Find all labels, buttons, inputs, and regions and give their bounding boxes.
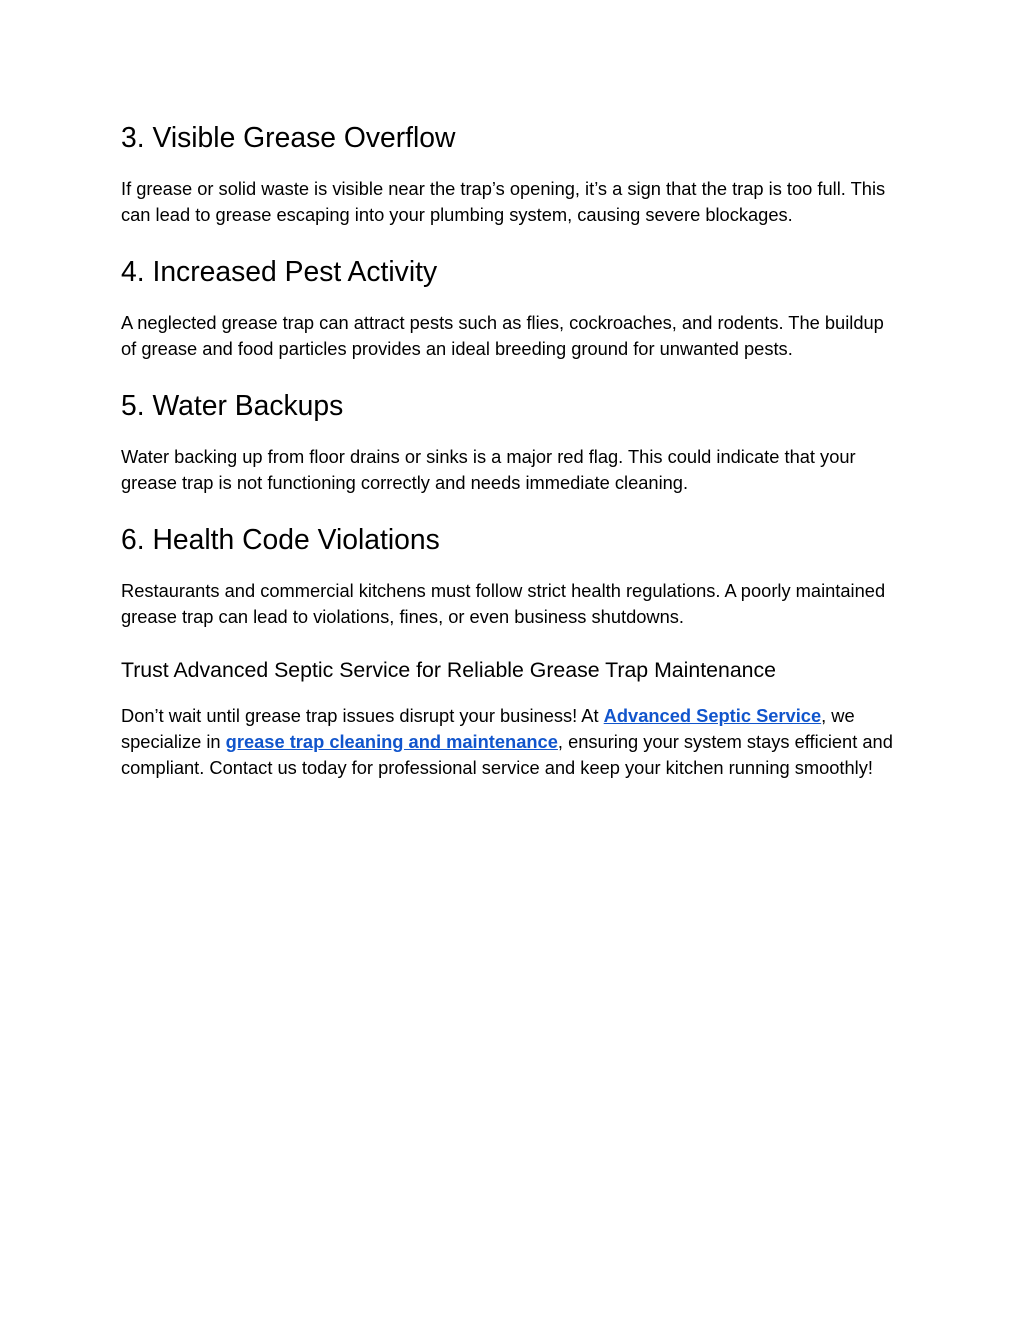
section-heading-visible-grease-overflow: 3. Visible Grease Overflow	[121, 121, 456, 153]
link-advanced-septic-service[interactable]: Advanced Septic Service	[603, 705, 822, 726]
cta-heading: Trust Advanced Septic Service for Reliable Grease Trap Maintenance	[121, 658, 777, 682]
section-paragraph-water-backups: Water backing up from floor drains or sinks is a major red flag. This could indicate that your grease trap is not functioning correctly and needs immediate cleaning.	[121, 446, 856, 493]
link-grease-trap-cleaning-and-maintenance[interactable]: grease trap cleaning and maintenance	[225, 731, 558, 752]
section-paragraph-increased-pest-activity: A neglected grease trap can attract pests such as flies, cockroaches, and rodents. The buildup of grease and food particles provides an ideal breeding ground for unwanted pests.	[121, 312, 884, 359]
section-paragraph-visible-grease-overflow: If grease or solid waste is visible near the trap’s opening, it’s a sign that the trap is too full. This can lead to grease escaping into your plumbing system, causing severe blockages.	[121, 178, 886, 225]
document-content	[121, 0, 901, 781]
section-heading-water-backups: 5. Water Backups	[121, 389, 344, 421]
cta-text-segment: Don’t wait until grease trap issues disrupt your business! At	[121, 705, 604, 726]
cta-paragraph	[121, 703, 901, 781]
cta-text-segment: , ensuring your system stays efficient and compliant. Contact us today for professional service and keep your kitchen running smoothly!	[121, 731, 893, 778]
section-heading-health-code-violations: 6. Health Code Violations	[121, 523, 440, 555]
section-paragraph-health-code-violations: Restaurants and commercial kitchens must follow strict health regulations. A poorly maintained grease trap can lead to violations, fines, or even business shutdowns.	[121, 580, 886, 627]
section-heading-increased-pest-activity: 4. Increased Pest Activity	[121, 255, 438, 287]
cta-text-segment: , we specialize in	[121, 705, 855, 752]
